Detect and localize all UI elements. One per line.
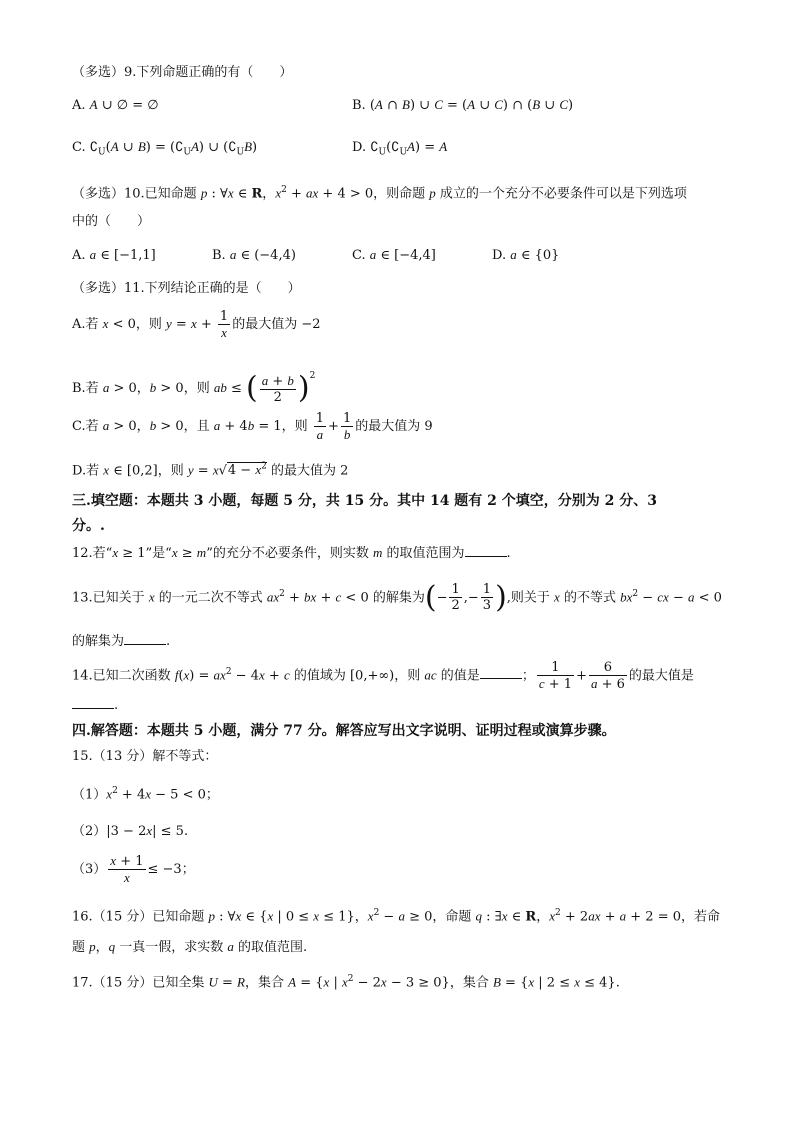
section4-heading: 四.解答题：本题共 5 小题，满分 77 分。解答应写出文字说明、证明过程或演算步骤。 [72, 723, 616, 739]
q11-option-c: C.若 a > 0，b > 0，且 a + 4b = 1，则 $\frac{1}{a}$ + $\frac{1}{b}$ 的最大值为 9 [72, 410, 433, 442]
q11-option-a: A.若 x < 0，则 y = x + $\frac{1}{x}$ 的最大值为 −2 [72, 308, 321, 340]
q10-option-d: D. a ∈ {0} [492, 247, 560, 263]
section3-heading-line1: 三.填空题：本题共 3 小题，每题 5 分，共 15 分。其中 14 题有 2 个填空，分别为 2 分、3 [72, 493, 658, 509]
q9-option-b: B. (A ∩ B) ∪ C = (A ∪ C) ∩ (B ∪ C) [352, 97, 574, 113]
q15-part3: （3） $\frac{x + 1}{x}$ ≤ −3； [72, 853, 195, 885]
q13-line1: 13.已知关于 x 的一元二次不等式 $ax^2$ + bx + c < 0 的解集为(− $\frac{1}{2}$ ,− $\frac{1}{3}$ ),则关于 x 的不等式 $bx^2$ − cx − a < 0 [72, 579, 722, 615]
q10-option-a: A. a ∈ [−1,1] [72, 247, 156, 263]
q16-line2: 题 p，q 一真一假，求实数 a 的取值范围. [72, 939, 308, 955]
q11-option-d: D.若 x ∈ [0,2]，则 $y = x√4 - x^2$ 的最大值为 2 [72, 462, 349, 479]
q9-option-d: D. $∁_U(∁_UA) = A$ [352, 139, 448, 158]
q10-stem-line1: （多选）10.已知命题 p : ∀x ∈ R，$x^2$ + ax + 4 > 0，则命题 p 成立的一个充分不必要条件可以是下列选项 [72, 185, 687, 202]
q10-option-b: B. a ∈ (−4,4) [212, 247, 296, 263]
q11-option-b: B.若 a > 0，b > 0，则 ab ≤ ( $\frac{a + b}{2}$ )$^2$ [72, 370, 316, 406]
q15-part2: （2）|3 − 2x| ≤ 5. [72, 823, 189, 839]
q15-stem: 15.（13 分）解不等式： [72, 749, 218, 764]
q13-line2: 的解集为 . [72, 634, 171, 649]
q17: 17.（15 分）已知全集 U = R，集合 A = {x | $x^2 - 2x - 3 \ge 0$}，集合 B = {x | 2 ≤ x ≤ 4}. [72, 974, 620, 991]
q9-option-c: C. $∁_U(A$ ∪ $B) = (∁_UA)$ ∪ $(∁_UB)$ [72, 139, 258, 158]
section3-heading-line2: 分。. [72, 518, 105, 534]
q15-part1: $(1)x^2 + 4x - 5 < 0$； [72, 786, 219, 803]
q11-stem: （多选）11.下列结论正确的是（ ） [72, 281, 301, 296]
q10-stem-line2: 中的（ ） [72, 214, 151, 229]
q9-stem: （多选）9.下列命题正确的有（ ） [72, 65, 293, 80]
q16-line1: 16.（15 分）已知命题 p : ∀x ∈ {x | 0 ≤ x ≤ 1}，$x^2 - a \ge 0$，命题 q : ∃x ∈ R，$x^2 + 2ax + a + 2 = 0$，若命 [72, 908, 720, 925]
q10-option-c: C. a ∈ [−4,4] [352, 247, 436, 263]
q12: 12.若“x ≥ 1”是“x ≥ m”的充分不必要条件，则实数 m 的取值范围为 . [72, 545, 511, 561]
q9-option-a: A. A ∪ ∅ = ∅ [72, 97, 159, 113]
q14-line1: 14.已知二次函数 $f(x) = ax^2 - 4x + c$ 的值域为 [0,+∞)，则 ac 的值是 ； $\frac{1}{c + 1}$ + $\frac{6}{a + 6}$ 的最大值是 [72, 659, 694, 692]
q14-line2: . [72, 696, 118, 715]
